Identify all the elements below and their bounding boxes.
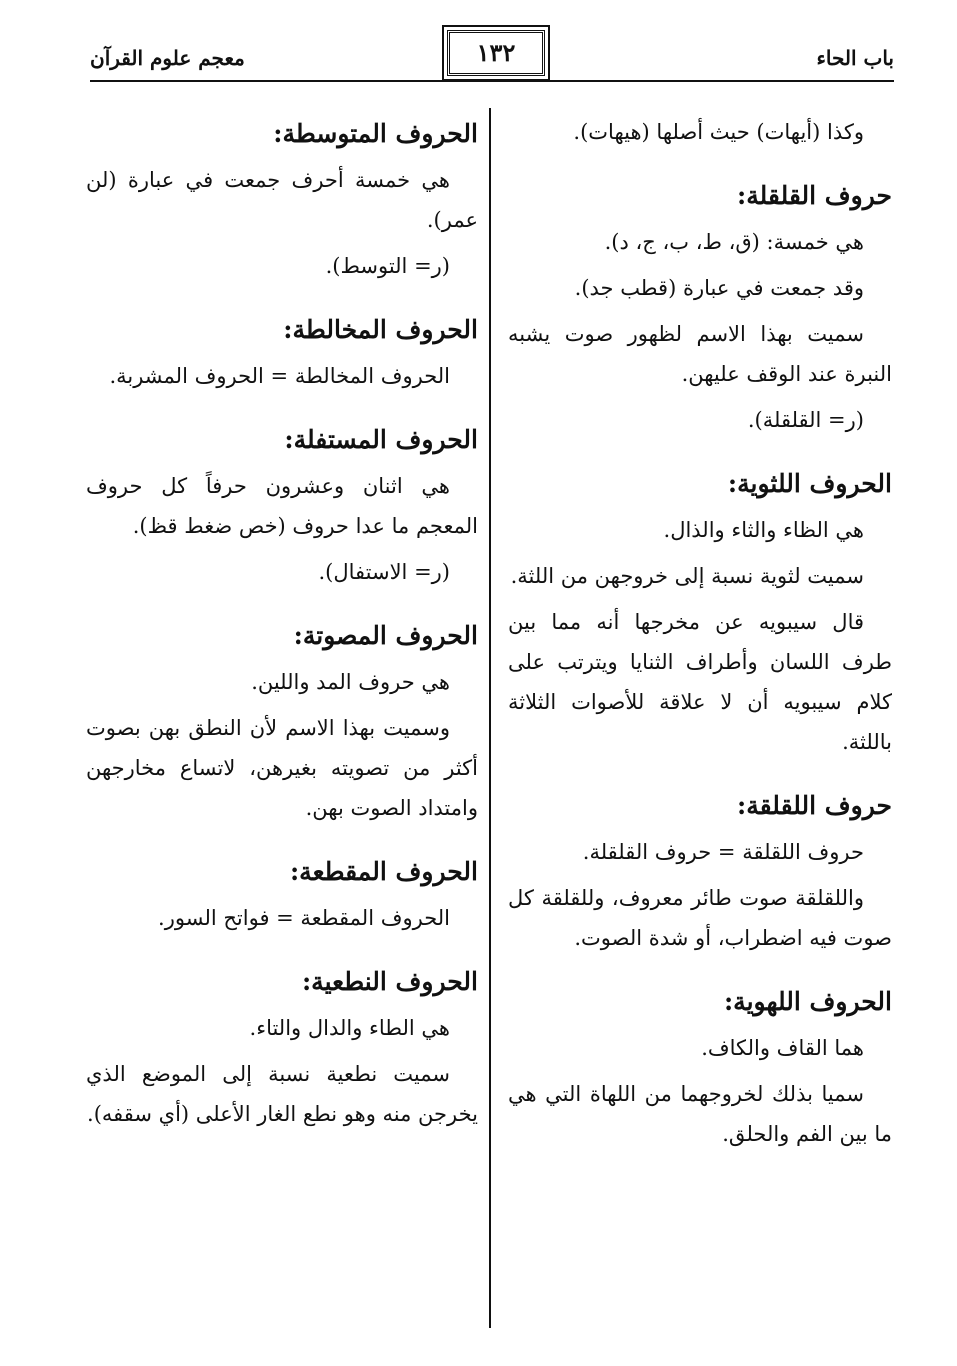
- entry-paragraph: واللقلقة صوت طائر معروف، وللقلقة كل صوت فيه اضطراب، أو شدة الصوت.: [508, 886, 892, 950]
- entry-heading: الحروف المخالطة:: [283, 315, 478, 344]
- entry-mukhalita: [86, 308, 478, 396]
- entry-paragraph: الحروف المقطعة = فواتح السور.: [158, 906, 450, 930]
- entry-laqlaqa: [508, 784, 892, 958]
- entry-nitiya: [86, 960, 478, 1134]
- entry-heading: الحروف النطعية:: [301, 967, 478, 996]
- entry-paragraph: سميت لثوية نسبة إلى خروجهن من اللثة.: [510, 564, 864, 588]
- entry-paragraph: وسميت بهذا الاسم لأن النطق بهن بصوت أكثر من تصويته بغيرهن، لاتساع مخارجهن وامتداد الصوت بهن.: [86, 716, 478, 820]
- entry-qalqala: [508, 174, 892, 440]
- page-number: ١٣٢: [447, 30, 545, 76]
- entry-paragraph: هي خمسة: (ق، ط، ب، ج، د).: [604, 230, 864, 254]
- entry-paragraph: هي اثنان وعشرون حرفاً كل حروف المعجم ما عدا حروف (خص ضغط قظ).: [86, 474, 478, 538]
- entry-paragraph: هي خمسة أحرف جمعت في عبارة (لن عمر).: [86, 168, 478, 232]
- page-header: [90, 30, 894, 82]
- entry-paragraph: سميت بهذا الاسم لظهور صوت يشبه النبرة عند الوقف عليهن.: [508, 322, 892, 386]
- entry-paragraph: (ر= القلقلة).: [747, 408, 864, 432]
- chapter-title: باب الحاء: [816, 46, 894, 70]
- entry-heading: الحروف المصوتة:: [293, 621, 478, 650]
- header-divider: [90, 80, 894, 82]
- entry-paragraph: هي حروف المد واللين.: [251, 670, 450, 694]
- entry-paragraph: هي الظاء والثاء والذال.: [663, 518, 864, 542]
- entry-paragraph: وقد جمعت في عبارة (قطب جد).: [574, 276, 864, 300]
- entry-musawwita: [86, 614, 478, 828]
- right-column: [508, 112, 892, 1176]
- entry-paragraph: سميت نطعية نسبة إلى الموضع الذي يخرجن منه وهو نطع الغار الأعلى (أي سقفه).: [86, 1062, 478, 1126]
- entry-heading: الحروف المتوسطة:: [273, 119, 478, 148]
- entry-paragraph: الحروف المخالطة = الحروف المشربة.: [109, 364, 450, 388]
- column-divider: [489, 108, 491, 1328]
- entry-lathawiya: [508, 462, 892, 762]
- entry-heading: الحروف اللهوية:: [723, 987, 892, 1016]
- entry-paragraph: هما القاف والكاف.: [701, 1036, 864, 1060]
- entry-paragraph: هي الطاء والدال والتاء.: [249, 1016, 450, 1040]
- entry-paragraph: قال سيبويه عن مخرجها أنه مما بين طرف اللسان وأطراف الثنايا ويترتب على كلام سيبويه أن لا علاقة للأصوات الثلاثة باللثة.: [508, 610, 892, 754]
- entry-mutawassita: [86, 112, 478, 286]
- entry-paragraph: حروف اللقلقة = حروف القلقلة.: [582, 840, 864, 864]
- entry-lahawiya: [508, 980, 892, 1154]
- entry-heading: الحروف المقطعة:: [289, 857, 478, 886]
- left-column: [86, 112, 478, 1156]
- entry-heading: حروف القلقلة:: [737, 181, 892, 210]
- intro-paragraph: وكذا (أيهات) حيث أصلها (هيهات).: [573, 120, 864, 144]
- entry-heading: الحروف المستفلة:: [284, 425, 478, 454]
- entry-mustafila: [86, 418, 478, 592]
- entry-paragraph: سميا بذلك لخروجهما من اللهاة التي هي ما بين الفم والحلق.: [508, 1082, 892, 1146]
- entry-heading: حروف اللقلقة:: [737, 791, 892, 820]
- entry-muqatta: [86, 850, 478, 938]
- entry-heading: الحروف اللثوية:: [727, 469, 892, 498]
- entry-paragraph: (ر= الاستفال).: [318, 560, 450, 584]
- book-title: معجم علوم القرآن: [90, 46, 245, 70]
- entry-paragraph: (ر= التوسط).: [325, 254, 450, 278]
